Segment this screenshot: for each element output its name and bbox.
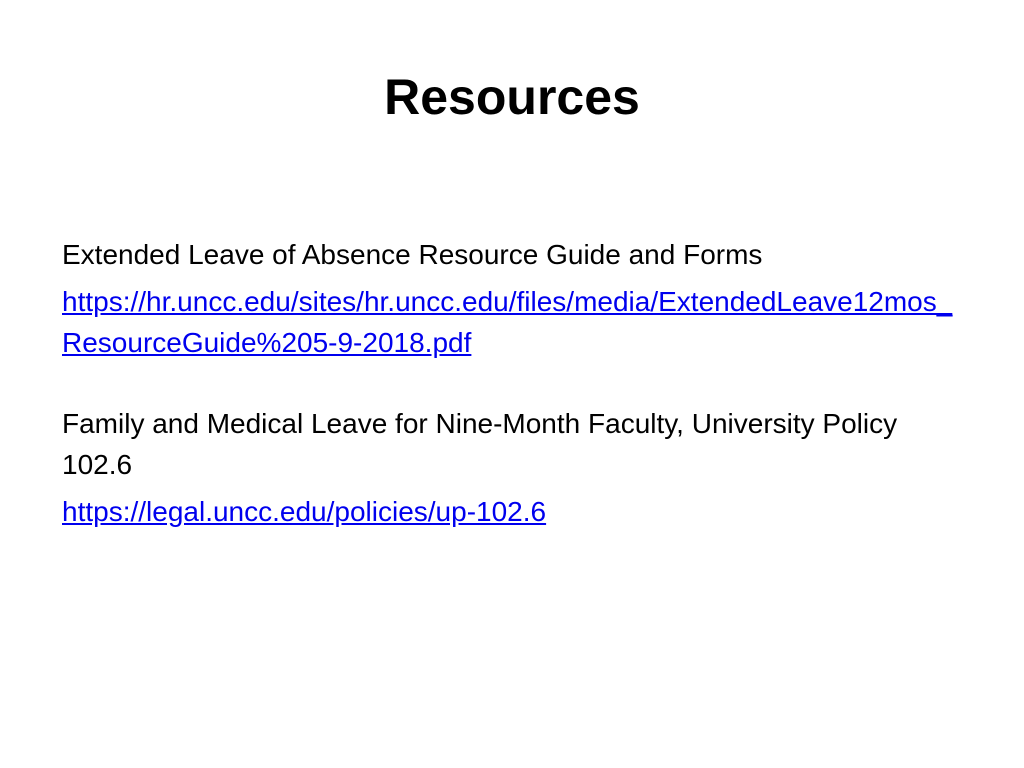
slide-title: Resources (384, 69, 640, 125)
resource-description: Extended Leave of Absence Resource Guide and Forms (62, 239, 763, 270)
resource-link-policy-102-6[interactable]: https://legal.uncc.edu/policies/up-102.6 (62, 496, 547, 527)
resource-link-extended-leave-guide[interactable]: https://hr.uncc.edu/sites/hr.uncc.edu/files/media/ExtendedLeave12mos_ResourceGuide%205-9-2018.pdf (62, 286, 953, 358)
resource-item-extended-leave (62, 234, 962, 363)
resource-list (62, 234, 962, 572)
resource-description: Family and Medical Leave for Nine-Month Faculty, University Policy 102.6 (62, 408, 898, 480)
resource-item-family-medical-leave (62, 403, 962, 532)
